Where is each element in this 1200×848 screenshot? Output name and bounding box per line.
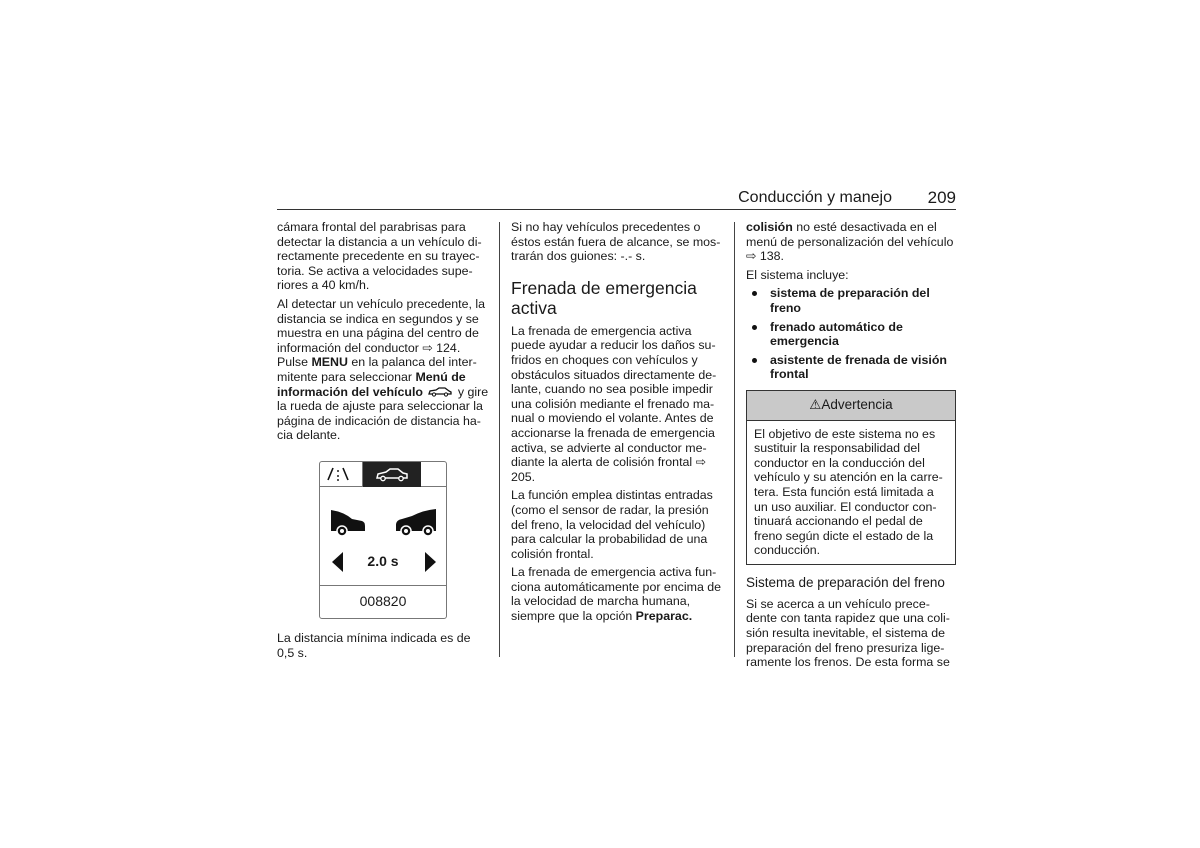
paragraph: Si no hay vehículos precedentes o éstos están fuera de alcance, se mos-trarán dos guiones: -.- s. bbox=[511, 220, 721, 264]
menu-button-label: MENU bbox=[311, 355, 348, 370]
column-divider bbox=[499, 222, 500, 657]
list-item: frenado automático de emergencia bbox=[746, 320, 958, 349]
lane-tab bbox=[320, 462, 363, 487]
paragraph: La función emplea distintas entradas (como el sensor de radar, la presión del freno, la velocidad del vehículo) para calcular la probabilidad de una colisión frontal. bbox=[511, 488, 713, 561]
driver-info-display bbox=[319, 461, 447, 619]
paragraph: El sistema incluye: bbox=[746, 267, 849, 282]
text: La frenada de emergencia activa fun-ciona automáticamente por encima de la velocidad de marcha humana, siempre que la opción bbox=[511, 565, 722, 624]
warning-box bbox=[746, 390, 956, 565]
page-number: 209 bbox=[927, 188, 956, 207]
own-car-icon bbox=[328, 506, 366, 538]
paragraph bbox=[511, 565, 723, 623]
paragraph bbox=[746, 220, 958, 264]
lane-icon bbox=[320, 462, 362, 486]
list-item: asistente de frenada de visión frontal bbox=[746, 353, 958, 382]
option-label: colisión bbox=[746, 220, 793, 234]
arrow-right-icon bbox=[424, 552, 436, 572]
column-3 bbox=[746, 220, 958, 674]
paragraph bbox=[277, 297, 489, 443]
distance-value: 2.0 s bbox=[367, 552, 399, 569]
column-2 bbox=[511, 220, 723, 628]
paragraph: La distancia mínima indicada es de 0,5 s. bbox=[277, 630, 471, 660]
subsection-heading: Sistema de preparación del freno bbox=[746, 574, 945, 590]
paragraph: Si se acerca a un vehículo prece-dente con tanta rapidez que una coli-sión resulta inevitable, el sistema de preparación del freno presuriza lige-ramente los frenos. De esta forma se bbox=[746, 596, 950, 670]
feature-list bbox=[746, 286, 958, 382]
section-heading: Frenada de emergencia activa bbox=[511, 277, 697, 318]
list-item: sistema de preparación del freno bbox=[746, 286, 958, 315]
odometer-value: 008820 bbox=[359, 592, 407, 609]
page-header bbox=[277, 187, 956, 210]
section-title: Conducción y manejo bbox=[738, 189, 892, 206]
warning-body: El objetivo de este sistema no es sustituir la responsabilidad del conductor en la conducción del vehículo y su atención en la carre-tera. Esta función está limitada a un uso auxiliar. El conductor con-tinuará accionando el pedal de freno según dicte el estado de la conducción. bbox=[754, 426, 943, 558]
paragraph: La frenada de emergencia activa puede ayudar a reducir los daños su-fridos en choques con vehículos y obstáculos situados directamente de-lante, cuando no sea posible impedir una colisión mediante el frenado ma-nual o moviendo el volante. Antes de accionarse la frenada de emergencia activa, se advierte al conductor me-diante la alerta de colisión frontal ⇨ 205. bbox=[511, 323, 717, 484]
text: no esté desactivada en el menú de personalización del vehículo ⇨ 138. bbox=[746, 220, 954, 264]
menu-label: Menú de información del vehículo bbox=[277, 369, 466, 399]
option-label: Preparac. bbox=[635, 609, 693, 624]
text: en la palanca del inter-mitente para seleccionar bbox=[277, 355, 477, 384]
paragraph: cámara frontal del parabrisas para detectar la distancia a un vehículo di-rectamente precedente en su trayec-toria. Se activa a velocidades supe-riores a 40 km/h. bbox=[277, 220, 482, 293]
warning-title: ⚠Advertencia bbox=[747, 391, 955, 421]
front-car-icon bbox=[394, 505, 438, 538]
car-symbol-icon bbox=[428, 387, 452, 397]
car-tab-icon bbox=[363, 462, 421, 487]
text: Pulse bbox=[277, 355, 312, 370]
column-divider bbox=[734, 222, 735, 657]
column-1 bbox=[277, 220, 489, 664]
paragraph-text: Al detectar un vehículo precedente, la distancia se indica en segundos y se muestra en una página del centro de información del conductor ⇨ 124. bbox=[277, 296, 486, 355]
text: y gire la rueda de ajuste para seleccionar la página de indicación de distancia ha-cia delante. bbox=[277, 384, 489, 443]
vehicle-tab bbox=[363, 462, 421, 487]
